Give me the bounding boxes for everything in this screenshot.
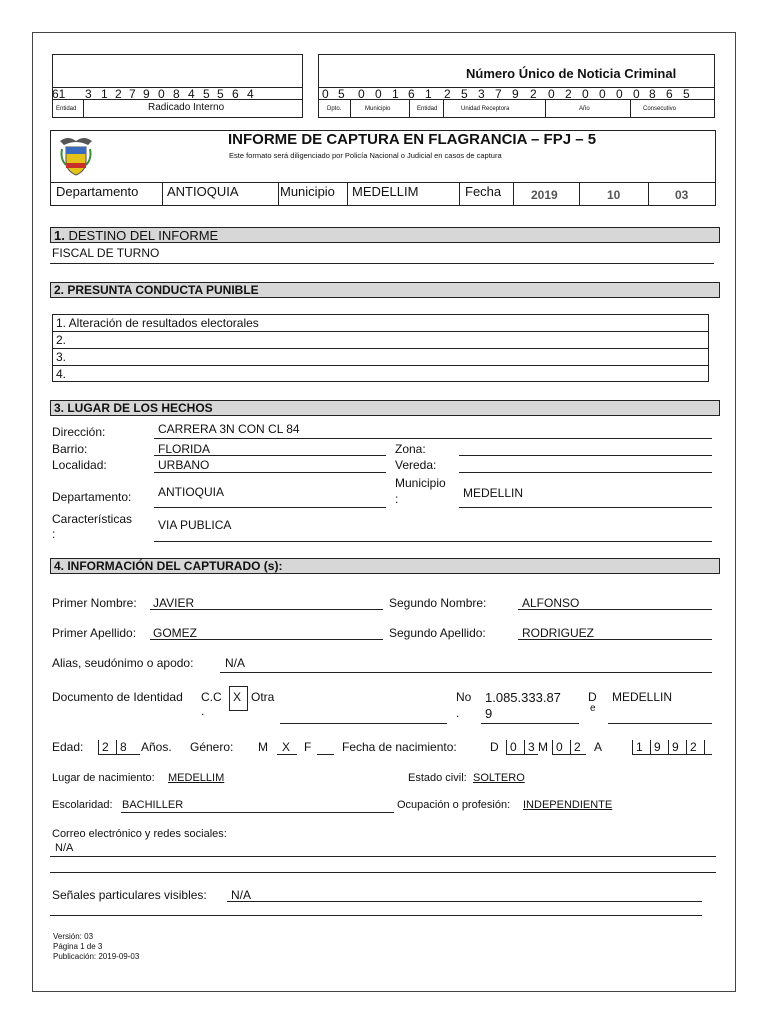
fecha-day: 03 (675, 188, 689, 202)
conducta-item-3: 3. (56, 350, 67, 364)
fecha-nac-d-label: D (490, 740, 499, 754)
municipio-code-label: Municipio (365, 106, 391, 112)
fecha-nac-a-label: A (594, 740, 603, 754)
primer-nombre-value: JAVIER (153, 596, 195, 610)
nunc-digits: 0 5 0 0 1 6 1 2 5 3 7 9 2 0 2 0 0 0 0 8 6 5 (322, 87, 690, 101)
entidad-code-label: Entidad (417, 106, 438, 112)
localidad-value: URBANO (158, 458, 210, 472)
escolaridad-value: BACHILLER (122, 799, 184, 811)
section4-header: 4. INFORMACIÓN DEL CAPTURADO (s): (50, 558, 720, 574)
fecha-nac-m-label: M (538, 740, 548, 754)
fecha-nac-month: 0 2 (552, 740, 588, 754)
radicado-label: Radicado Interno (148, 102, 225, 113)
no-label: No (456, 690, 472, 704)
genero-f-label: F (304, 740, 312, 754)
departamento-value: ANTIOQUIA (167, 184, 239, 199)
ocupacion-value: INDEPENDIENTE (523, 799, 613, 811)
documento-numero-2: 9 (485, 706, 493, 721)
footer-version: Versión: 03 (53, 932, 94, 941)
section3-header: 3. LUGAR DE LOS HECHOS (50, 400, 720, 416)
no-dot: . (456, 706, 460, 720)
caracteristicas-label: Características (52, 512, 133, 526)
edad-digits: 2 8 (98, 740, 134, 754)
departamento3-value: ANTIOQUIA (158, 485, 225, 499)
documento-ciudad: MEDELLIN (612, 690, 673, 704)
anos-label: Años. (141, 740, 172, 754)
senales-label: Señales particulares visibles: (52, 888, 207, 902)
segundo-apellido-value: RODRIGUEZ (522, 626, 594, 640)
fecha-nac-year: 1 9 9 2 (632, 740, 705, 754)
direccion-value: CARRERA 3N CON CL 84 (158, 422, 300, 436)
escolaridad-label: Escolaridad: (52, 799, 113, 811)
caracteristicas-colon: : (52, 527, 56, 541)
correo-value: N/A (55, 842, 74, 854)
footer-pagina: Página 1 de 3 (53, 942, 103, 951)
ocupacion-label: Ocupación o profesión: (397, 799, 511, 811)
cc-mark: X (233, 690, 242, 704)
municipio-label: Municipio (280, 184, 335, 199)
barrio-value: FLORIDA (158, 442, 211, 456)
documento-numero-1: 1.085.333.87 (485, 690, 561, 705)
vereda-label: Vereda: (395, 458, 437, 472)
de-label-1: D (588, 690, 597, 704)
primer-nombre-label: Primer Nombre: (52, 596, 137, 610)
departamento3-label: Departamento: (52, 490, 132, 504)
genero-m-label: M (258, 740, 268, 754)
fecha-nac-day: 0 3 (506, 740, 542, 754)
consecutivo-label: Consecutivo (643, 106, 677, 112)
senales-value: N/A (231, 888, 252, 902)
zona-label: Zona: (395, 442, 426, 456)
coat-of-arms-icon (58, 135, 94, 177)
fecha-nac-label: Fecha de nacimiento: (342, 740, 457, 754)
otra-label: Otra (251, 690, 275, 704)
fecha-month: 10 (607, 188, 621, 202)
barrio-label: Barrio: (52, 442, 88, 456)
edad-label: Edad: (52, 740, 84, 754)
departamento-label: Departamento (56, 184, 139, 199)
primer-apellido-label: Primer Apellido: (52, 626, 137, 640)
fecha-label: Fecha (465, 184, 502, 199)
genero-mark: X (282, 740, 291, 754)
conducta-item-2: 2. (56, 333, 67, 347)
section1-header: 1. DESTINO DEL INFORME (50, 227, 720, 243)
caracteristicas-value: VIA PUBLICA (158, 518, 232, 532)
footer-publicacion: Publicación: 2019-09-03 (53, 952, 140, 961)
municipio3-label: Municipio (395, 476, 446, 490)
localidad-label: Localidad: (52, 458, 107, 472)
segundo-nombre-label: Segundo Nombre: (389, 596, 487, 610)
section2-header: 2. PRESUNTA CONDUCTA PUNIBLE (50, 282, 720, 298)
segundo-apellido-label: Segundo Apellido: (389, 626, 486, 640)
conducta-item-1: 1. Alteración de resultados electorales (56, 316, 259, 330)
cc-label: C.C (201, 690, 222, 704)
lugar-nac-value: MEDELLIM (168, 772, 225, 784)
correo-label: Correo electrónico y redes sociales: (52, 828, 227, 840)
nunc-title: Número Único de Noticia Criminal (466, 66, 677, 81)
fecha-year: 2019 (531, 188, 558, 202)
alias-value: N/A (225, 656, 246, 670)
primer-apellido-value: GOMEZ (153, 626, 197, 640)
form-title: INFORME DE CAPTURA EN FLAGRANCIA – FPJ – 5 (228, 131, 597, 148)
genero-label: Género: (190, 740, 234, 754)
conducta-item-4: 4. (56, 367, 67, 381)
unidad-label: Unidad Receptora (461, 106, 510, 112)
municipio3-colon: : (395, 492, 399, 506)
destino-value: FISCAL DE TURNO (52, 246, 160, 260)
lugar-nac-label: Lugar de nacimiento: (52, 772, 155, 784)
de-label-2: e (590, 703, 596, 714)
form-subtitle: Este formato será diligenciado por Policía Nacional o Judicial en casos de captura (229, 151, 502, 160)
entity-label: Entidad (56, 106, 77, 112)
anio-label: Año (579, 106, 590, 112)
municipio-value: MEDELLIM (352, 184, 419, 199)
estado-civil-label: Estado civil: (408, 772, 467, 784)
segundo-nombre-value: ALFONSO (522, 596, 580, 610)
alias-label: Alias, seudónimo o apodo: (52, 656, 194, 670)
direccion-label: Dirección: (52, 425, 106, 439)
estado-civil-value: SOLTERO (473, 772, 525, 784)
cc-dot: . (201, 704, 205, 718)
municipio3-value: MEDELLIN (463, 486, 524, 500)
dpto-label: Dpto. (327, 106, 342, 112)
documento-label: Documento de Identidad (52, 690, 183, 704)
radicado-digits: 3 1 2 7 9 0 8 4 5 5 6 4 (85, 87, 254, 101)
entity-digits: 61 (52, 87, 66, 101)
